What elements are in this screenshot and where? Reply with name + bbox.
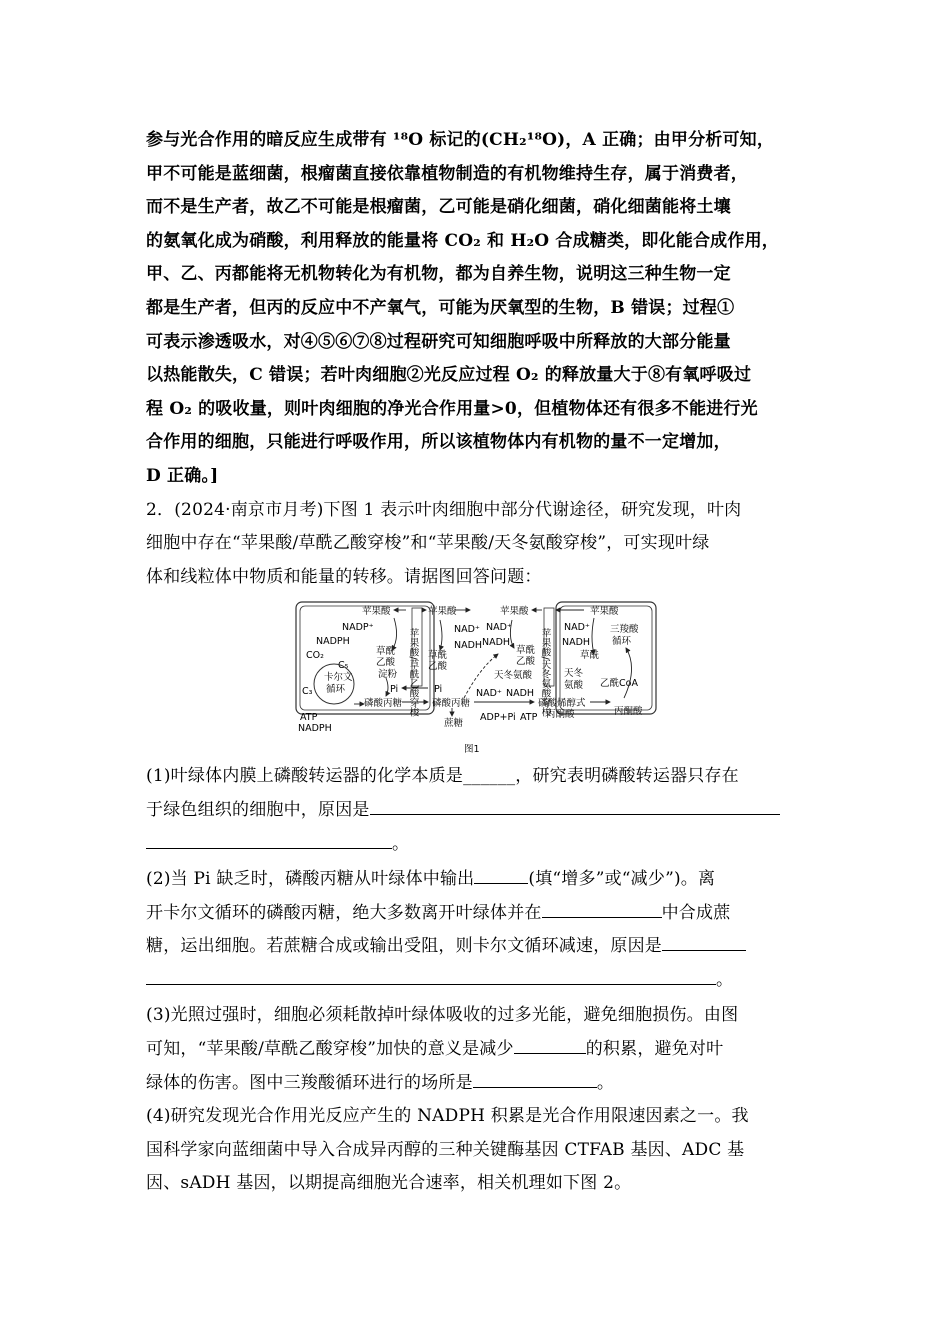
- label-nad3: NAD⁺: [486, 622, 512, 634]
- text-line: 都是生产者，但丙的反应中不产氧气，可能为厌氧型的生物，B 错误；过程①: [146, 297, 735, 318]
- label-oaa-mito: 草酰: [580, 650, 600, 662]
- label-nadh: NADH: [454, 640, 483, 652]
- label-malate-mito: 苹果酸: [590, 606, 619, 618]
- label-asp: 天冬氨酸: [494, 670, 533, 682]
- question-2-4-line: 国科学家向蓝细菌中导入合成异丙醇的三种关键酶基因 CTFAB 基因、ADC 基: [146, 1139, 745, 1160]
- answer-blank[interactable]: [542, 900, 662, 918]
- question-2-line: 细胞中存在“苹果酸/草酰乙酸穿梭”和“苹果酸/天冬氨酸穿梭”，可实现叶绿: [146, 533, 710, 554]
- answer-blank[interactable]: [146, 831, 392, 849]
- label-nadph: NADPH: [316, 636, 350, 648]
- label-asp1: 天冬: [564, 668, 584, 680]
- label-oaa1-cyt2: 草酰: [516, 645, 536, 657]
- text-line: D 正确。]: [146, 465, 219, 486]
- question-2-2-line: (2)当 Pi 缺乏时，磷酸丙糖从叶绿体中输出 (填“增多”或“减少”)。离: [146, 863, 810, 897]
- label-nadh2: NADH: [506, 688, 535, 700]
- label-oaa1: 草酰: [376, 646, 396, 658]
- question-2-2-line: 开卡尔文循环的磷酸丙糖，绝大多数离开叶绿体并在 中合成蔗: [146, 897, 810, 931]
- label-oaa2-cyt: 乙酸: [428, 661, 448, 673]
- text-line: 参与光合作用的暗反应生成带有 ¹⁸O 标记的(CH₂¹⁸O)，A 正确；由甲分析可知，: [146, 130, 775, 150]
- answer-blank[interactable]: [662, 933, 746, 951]
- text-line: 合作用的细胞，只能进行呼吸作用，所以该植物体内有机物的量不一定增加，: [146, 432, 731, 453]
- figure-caption: 图1: [464, 744, 480, 756]
- label-nadh-mito: NADH: [562, 637, 591, 649]
- text-line: 可表示渗透吸水，对④⑤⑥⑦⑧过程研究可知细胞呼吸中所释放的大部分能量: [146, 331, 731, 352]
- label-triose-cyt: 磷酸丙糖: [432, 698, 471, 710]
- question-2-1-line: (1)叶绿体内膜上磷酸转运器的化学本质是______，研究表明磷酸转运器只存在: [146, 766, 739, 787]
- text-line: 甲不可能是蓝细菌，根瘤菌直接依靠植物制造的有机物维持生存，属于消费者，: [146, 163, 748, 184]
- text-line: 以热能散失，C 错误；若叶肉细胞②光反应过程 O₂ 的释放量大于⑧有氧呼吸过: [146, 365, 752, 386]
- answer-blank[interactable]: [370, 797, 780, 815]
- metabolism-diagram: [294, 598, 658, 756]
- label-nad: NAD⁺: [454, 624, 480, 636]
- label-oaa2: 乙酸: [376, 657, 396, 669]
- question-2-2-line: 。: [146, 964, 810, 998]
- question-2-3-line: (3)光照过强时，细胞必须耗散掉叶绿体吸收的过多光能，避免细胞损伤。由图: [146, 1005, 739, 1026]
- label-sucrose: 蔗糖: [444, 718, 464, 730]
- label-pep2: 丙酮酸: [546, 709, 575, 721]
- figure-1: [146, 598, 810, 758]
- label-nad2: NAD⁺: [476, 688, 502, 700]
- label-adp: ADP+Pi: [480, 712, 516, 724]
- label-pep1: 磷酸烯醇式: [538, 698, 586, 710]
- label-c3: C₃: [302, 686, 313, 698]
- text-line: 的氨氧化成为硝酸，利用释放的能量将 CO₂ 和 H₂O 合成糖类，即化能合成作用，: [146, 230, 779, 251]
- document-page: [146, 124, 810, 1201]
- label-pyruvate: 丙酮酸: [614, 706, 643, 718]
- label-atp: ATP: [300, 712, 318, 724]
- shuttle-2-label: 苹果酸/天冬氨酸穿梭: [539, 628, 551, 718]
- question-2-4-line: 因、sADH 基因，以期提高细胞光合速率，相关机理如下图 2。: [146, 1173, 632, 1194]
- question-2-4-line: (4)研究发现光合作用光反应产生的 NADPH 积累是光合作用限速因素之一。我: [146, 1106, 749, 1127]
- label-malate-cyt2: 苹果酸: [500, 606, 529, 618]
- label-pi: Pi: [390, 684, 399, 696]
- answer-blank[interactable]: [514, 1036, 586, 1054]
- answer-blank[interactable]: [146, 967, 716, 985]
- question-2-3-line: 可知，“苹果酸/草酰乙酸穿梭”加快的意义是减少 的积累，避免对叶: [146, 1033, 810, 1067]
- label-tca1: 三羧酸: [610, 624, 639, 636]
- question-2-line: 体和线粒体中物质和能量的转移。请据图回答问题：: [146, 566, 542, 587]
- label-asp2: 氨酸: [564, 680, 584, 692]
- shuttle-1-label: 苹果酸/草酰乙酸穿梭: [407, 628, 419, 718]
- label-starch: 淀粉: [378, 669, 398, 681]
- label-c5: C₅: [338, 660, 349, 672]
- label-pi-cyt: Pi: [434, 684, 443, 696]
- label-calvin1: 卡尔文: [324, 672, 353, 684]
- label-co2: CO₂: [306, 650, 324, 662]
- label-malate-cyt: 苹果酸: [428, 606, 457, 618]
- label-calvin2: 循环: [326, 684, 346, 696]
- answer-blank[interactable]: [474, 866, 528, 884]
- text-line: 而不是生产者，故乙不可能是根瘤菌，乙可能是硝化细菌，硝化细菌能将土壤: [146, 197, 731, 218]
- label-nadh3: NADH: [482, 637, 511, 649]
- label-tca2: 循环: [612, 636, 632, 648]
- text-line: 甲、乙、丙都能将无机物转化为有机物，都为自养生物，说明这三种生物一定: [146, 264, 731, 285]
- answer-blank[interactable]: [473, 1070, 597, 1088]
- label-oaa1-cyt: 草酰: [428, 650, 448, 662]
- label-triose: 磷酸丙糖: [364, 698, 403, 710]
- question-2-3-line: 绿体的伤害。图中三羧酸循环进行的场所是 。: [146, 1067, 810, 1101]
- label-acetylcoa: 乙酰CoA: [600, 678, 638, 690]
- text-line: 程 O₂ 的吸收量，则叶肉细胞的净光合作用量>0，但植物体还有很多不能进行光: [146, 398, 758, 419]
- question-2-1-line: 。: [146, 828, 810, 862]
- question-2-line: 2．(2024·南京市月考)下图 1 表示叶肉细胞中部分代谢途径，研究发现，叶肉: [146, 499, 742, 520]
- label-atp-cyt: ATP: [520, 712, 538, 724]
- label-malate: 苹果酸: [362, 606, 391, 618]
- label-nadp: NADP⁺: [342, 622, 374, 634]
- label-oaa2-cyt2: 乙酸: [516, 656, 536, 668]
- label-nadph2: NADPH: [298, 723, 332, 735]
- question-2-1-line: 于绿色组织的细胞中，原因是: [146, 794, 810, 828]
- label-nad-mito: NAD⁺: [564, 622, 590, 634]
- question-2-2-line: 糖，运出细胞。若蔗糖合成或输出受阻，则卡尔文循环减速，原因是: [146, 930, 810, 964]
